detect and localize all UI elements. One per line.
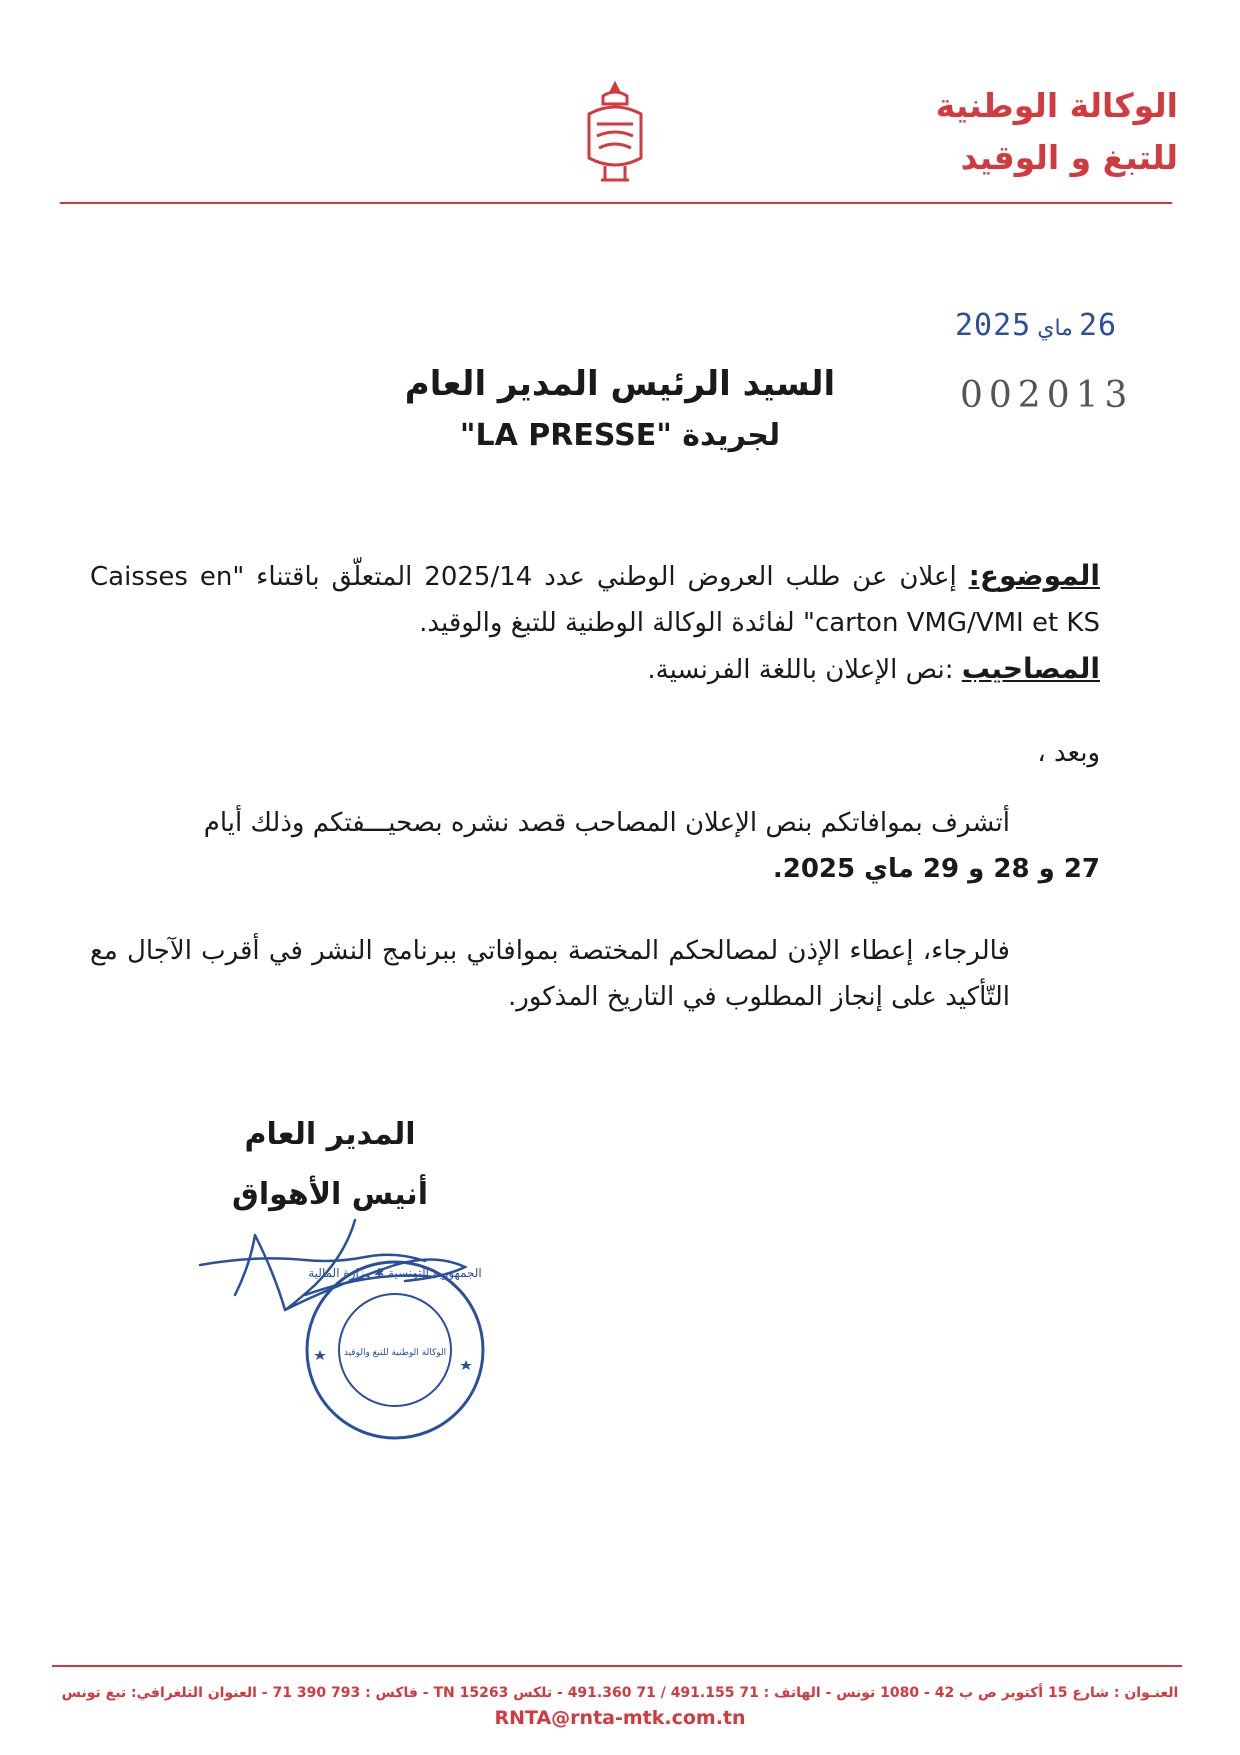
registration-number: 002013 bbox=[960, 375, 1134, 416]
subject-text: إعلان عن طلب العروض الوطني عدد 2025/14 المتعلّق باقتناء "Caisses en carton VMG/VMI et KS" لفائدة الوكالة الوطنية للتبغ والوقيد. bbox=[90, 562, 1100, 638]
footer-address: العنـوان : شارع 15 أكتوبر ص ب 42 - 1080 تونس - الهاتف : 71 491.155 / 71 491.360 - تلكس 15263 TN - فاكس : 793 390 71 - العنوان التلغرافي: تبغ تونس bbox=[61, 1685, 1179, 1701]
subject-line bbox=[90, 553, 1100, 646]
subject-label: الموضوع: bbox=[968, 559, 1101, 592]
agency-name-line2: للتبغ و الوقيد bbox=[960, 138, 1178, 177]
agency-name-line1: الوكالة الوطنية bbox=[935, 86, 1178, 125]
date-year: 2025 bbox=[955, 308, 1032, 343]
attachments-line bbox=[90, 646, 1100, 693]
signatory-title: المدير العام bbox=[244, 1117, 416, 1152]
greeting: وبعد ، bbox=[1037, 738, 1100, 768]
attachments-text: :نص الإعلان باللغة الفرنسية. bbox=[647, 655, 962, 685]
body-paragraph-1-text: أتشرف بموافاتكم بنص الإعلان المصاحب قصد نشره بصحيـــفتكم وذلك أيام bbox=[203, 808, 1010, 838]
body-paragraph-1 bbox=[90, 800, 1100, 892]
body-paragraph-2-text: فالرجاء، إعطاء الإذن لمصالحكم المختصة بموافاتي ببرنامج النشر في أقرب الآجال مع التّأكيد على إنجاز المطلوب في التاريخ المذكور. bbox=[90, 936, 1010, 1012]
seal-inner-text: الوكالة الوطنية للتبغ والوقيد bbox=[343, 1348, 447, 1358]
date-month: ماي bbox=[1037, 316, 1073, 341]
subject-block bbox=[90, 553, 1100, 693]
signature-block bbox=[200, 1105, 460, 1225]
footer-rule bbox=[52, 1665, 1182, 1667]
received-date-stamp bbox=[955, 308, 1135, 343]
attachments-label: المصاحيب bbox=[961, 652, 1100, 685]
addressee-title: السيد الرئيس المدير العام bbox=[404, 364, 836, 404]
addressee-block bbox=[300, 358, 940, 462]
footer-email: RNTA@rnta-mtk.com.tn bbox=[494, 1707, 746, 1729]
publication-dates: 27 و 28 و 29 ماي 2025. bbox=[772, 854, 1100, 884]
body-paragraph-2 bbox=[90, 928, 1100, 1020]
agency-name bbox=[858, 80, 1178, 184]
date-day: 26 bbox=[1078, 308, 1118, 343]
official-seal bbox=[300, 1255, 490, 1445]
header-rule bbox=[60, 202, 1172, 204]
agency-emblem-icon bbox=[575, 80, 655, 190]
addressee-newspaper: لجريدة "LA PRESSE" bbox=[459, 418, 781, 453]
signatory-name: أنيس الأهواق bbox=[232, 1177, 428, 1212]
seal-outer-text: الجمهورية التونسية ✱ وزارة المالية bbox=[308, 1266, 482, 1280]
